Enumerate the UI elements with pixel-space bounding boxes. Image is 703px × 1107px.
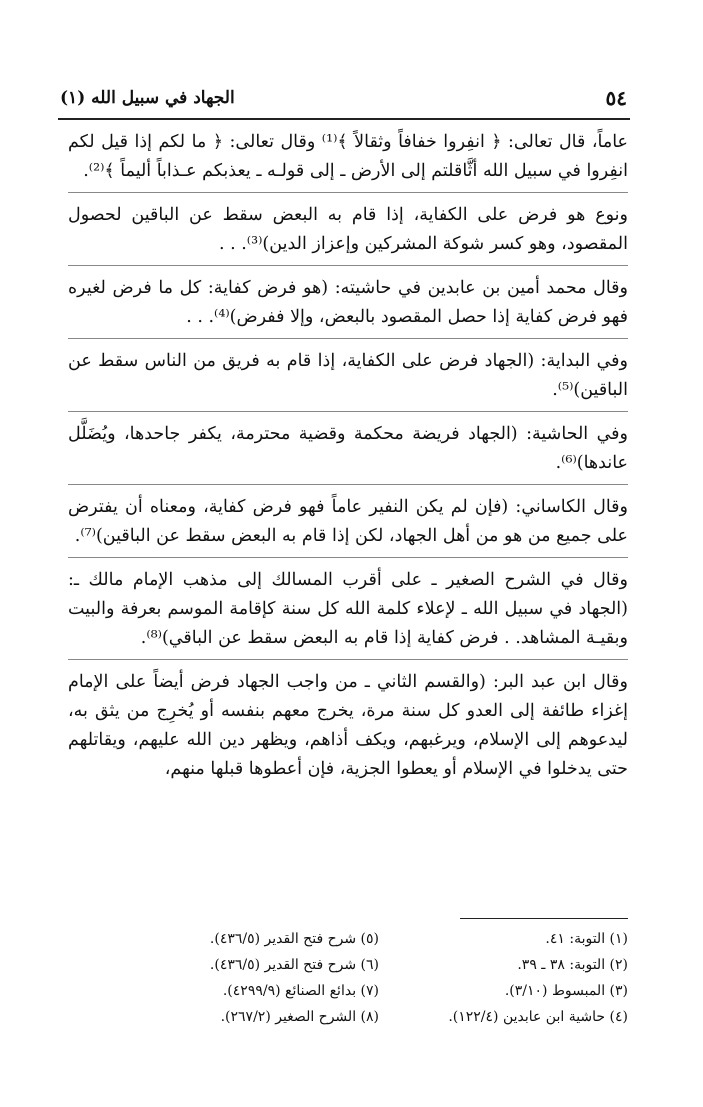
paragraph-separator (68, 484, 628, 485)
page-number: ٥٤ (605, 86, 627, 110)
paragraph-separator (68, 411, 628, 412)
paragraph-7: وقال في الشرح الصغير ـ على أقرب المسالك إلى مذهب الإمام مالك ـ: (الجهاد في سبيل الله ـ لإعلاء كلمة الله كل سنة كإقامة الموسم بعرفة والبيت وبقيـة المشاهد. . فرض كفاية إذا قام به البعض سقط عن الباقي)⁽⁸⁾. (68, 570, 628, 648)
footnote-3: (٣) المبسوط (٣/١٠). (504, 983, 628, 999)
footnote-6: (٦) شرح فتح القدير (٤٣٦/٥). (209, 957, 379, 973)
running-header (60, 86, 627, 116)
footnote-5: (٥) شرح فتح القدير (٤٣٦/٥). (209, 931, 379, 947)
footnote-7: (٧) بدائع الصنائع (٤٢٩٩/٩). (222, 983, 379, 999)
paragraph-5: وفي الحاشية: (الجهاد فريضة محكمة وقضية محترمة، يكفر جاحدها، ويُضَلَّل عاندها)⁽⁶⁾. (68, 424, 628, 473)
footnotes-left-column (150, 926, 379, 1030)
footnotes (150, 926, 628, 1030)
paragraph-separator (68, 557, 628, 558)
body-text (68, 128, 628, 784)
footnote-2: (٢) التوبة: ٣٨ ـ ٣٩. (517, 957, 628, 973)
paragraph-4: وفي البداية: (الجهاد فرض على الكفاية، إذا قام به فريق من الناس سقط عن الباقين)⁽⁵⁾. (68, 351, 628, 400)
paragraph-1: عاماً، قال تعالى: ﴿ انفِروا خفافاً وثقالاً ﴾⁽¹⁾ وقال تعالى: ﴿ ما لكم إذا قيل لكم انفِروا في سبيل الله أثَّاقلتم إلى الأرض ـ إلى قولـه ـ يعذبكم عـذاباً أليماً ﴾⁽²⁾. (68, 132, 628, 181)
paragraph-separator (68, 659, 628, 660)
paragraph-separator (68, 338, 628, 339)
header-rule (58, 118, 630, 120)
paragraph-separator (68, 265, 628, 266)
paragraph-3: وقال محمد أمين بن عابدين في حاشيته: (هو فرض كفاية: كل ما فرض لغيره فهو فرض كفاية إذا حصل المقصود بالبعض، وإلا ففرض)⁽⁴⁾. . . (68, 278, 628, 327)
footnotes-right-column (399, 926, 628, 1030)
footnote-rule (460, 918, 628, 919)
paragraph-8: وقال ابن عبد البر: (والقسم الثاني ـ من واجب الجهاد فرض أيضاً على الإمام إغزاء طائفة إلى العدو كل سنة مرة، يخرج معهم بنفسه أو يُخرِج من يثق به، ليدعوهم إلى الإسلام، ويرغبهم، ويكف أذاهم، ويظهر دين الله عليهم، ويقاتلهم حتى يدخلوا في الإسلام أو يعطوا الجزية، فإن أعطوها قبلها منهم، (68, 672, 628, 779)
running-title: الجهاد في سبيل الله (١) (60, 88, 235, 108)
footnote-8: (٨) الشرح الصغير (٢٦٧/٢). (220, 1009, 379, 1025)
paragraph-separator (68, 192, 628, 193)
footnote-4: (٤) حاشية ابن عابدين (١٢٢/٤). (448, 1009, 628, 1025)
footnote-1: (١) التوبة: ٤١. (545, 931, 628, 947)
paragraph-2: ونوع هو فرض على الكفاية، إذا قام به البعض سقط عن الباقين لحصول المقصود، وهو كسر شوكة المشركين وإعزاز الدين)⁽³⁾. . . (68, 205, 628, 254)
paragraph-6: وقال الكاساني: (فإن لم يكن النفير عاماً فهو فرض كفاية، ومعناه أن يفترض على جميع من هو من أهل الجهاد، لكن إذا قام به البعض سقط عن الباقين)⁽⁷⁾. (68, 497, 628, 546)
